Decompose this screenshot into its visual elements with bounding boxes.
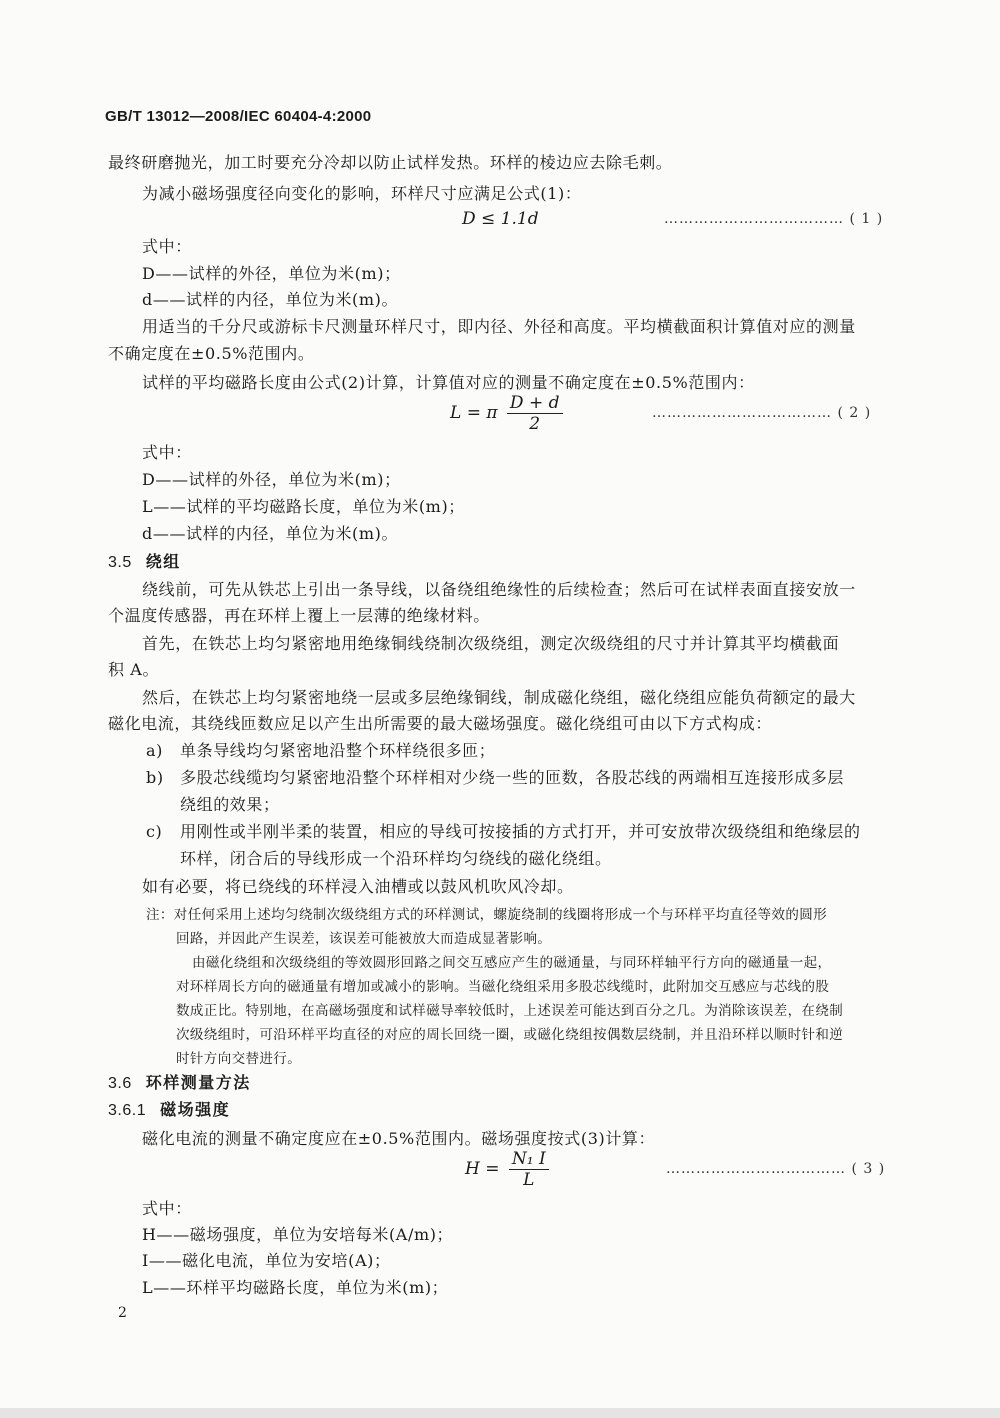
note-line: 数成正比。特别地，在高磁场强度和试样磁导率较低时，上述误差可能达到百分之几。为消除该误差，在绕制	[176, 1003, 844, 1019]
section-number: 3.6.1	[108, 1102, 147, 1119]
formula-number-3: ……………………………… ( 3 )	[666, 1161, 886, 1177]
note-line: 注：对任何采用上述均匀绕制次级绕组方式的环样测试，螺旋绕制的线圈将形成一个与环样平均直径等效的圆形	[146, 907, 828, 923]
section-title: 环样测量方法	[145, 1075, 251, 1092]
note-line: 由磁化绕组和次级绕组的等效圆形回路之间交互感应产生的磁通量，与同环样轴平行方向的磁通量一起，	[192, 955, 832, 971]
definition-item: D——试样的外径，单位为米(m)；	[142, 264, 401, 283]
note-line: 回路，并因此产生误差，该误差可能被放大而造成显著影响。	[176, 931, 552, 947]
paragraph: 最终研磨抛光，加工时要充分冷却以防止试样发热。环样的棱边应去除毛刺。	[108, 153, 673, 172]
paragraph: 磁化电流，其绕线匝数应足以产生出所需要的最大磁场强度。磁化绕组可由以下方式构成：	[108, 714, 773, 733]
page-bottom-edge	[0, 1408, 1000, 1418]
paragraph: 首先，在铁芯上均匀紧密地用绝缘铜线绕制次级绕组，测定次级绕组的尺寸并计算其平均横截面	[142, 634, 840, 653]
paragraph: 积 A。	[108, 660, 160, 679]
formula-2-denominator: 2	[529, 414, 541, 434]
section-heading-3-5	[108, 553, 181, 573]
list-item-b-cont: 绕组的效果；	[180, 795, 280, 814]
formula-number-1: ……………………………… ( 1 )	[664, 211, 884, 227]
formula-2-left: L = π	[450, 403, 498, 423]
section-number: 3.6	[108, 1075, 132, 1092]
paragraph: 个温度传感器，再在环样上覆上一层薄的绝缘材料。	[108, 606, 490, 625]
definition-item: L——环样平均磁路长度，单位为米(m)；	[142, 1278, 449, 1297]
paragraph: 然后，在铁芯上均匀紧密地绕一层或多层绝缘铜线，制成磁化绕组，磁化绕组应能负荷额定的最大	[142, 688, 856, 707]
list-item-c-cont: 环样，闭合后的导线形成一个沿环样均匀绕线的磁化绕组。	[180, 849, 612, 868]
shizhong-label: 式中：	[142, 443, 192, 462]
list-item-a: 单条导线均匀紧密地沿整个环样绕很多匝；	[180, 741, 496, 760]
page-number: 2	[118, 1305, 127, 1321]
note-line: 次级绕组时，可沿环样平均直径的对应的周长回绕一圈，或磁化绕组按偶数层绕制，并且沿环样以顺时针和逆	[176, 1027, 844, 1043]
list-marker-c: c)	[146, 822, 163, 841]
paragraph: 不确定度在±0.5%范围内。	[108, 344, 315, 363]
formula-3	[465, 1150, 549, 1189]
formula-3-left: H =	[465, 1159, 500, 1179]
definition-item: d——试样的内径，单位为米(m)。	[142, 290, 399, 309]
note-line: 对环样周长方向的磁通量有增加或减小的影响。当磁化绕组采用多股芯线缆时，此附加交互感应与芯线的股	[176, 979, 830, 995]
shizhong-label: 式中：	[142, 237, 192, 256]
paragraph: 绕线前，可先从铁芯上引出一条导线，以备绕组绝缘性的后续检查；然后可在试样表面直接安放一	[142, 580, 856, 599]
definition-item: L——试样的平均磁路长度，单位为米(m)；	[142, 497, 465, 516]
paragraph: 为减小磁场强度径向变化的影响，环样尺寸应满足公式(1)：	[142, 184, 582, 203]
list-marker-a: a)	[146, 741, 163, 760]
list-item-b: 多股芯线缆均匀紧密地沿整个环样相对少绕一些的匝数，各股芯线的两端相互连接形成多层	[180, 768, 845, 787]
standard-header: GB/T 13012—2008/IEC 60404-4:2000	[105, 108, 372, 125]
note-line: 时针方向交替进行。	[176, 1051, 302, 1067]
shizhong-label: 式中：	[142, 1199, 192, 1218]
section-heading-3-6-1	[108, 1101, 230, 1121]
definition-item: H——磁场强度，单位为安培每米(A/m)；	[142, 1225, 454, 1244]
paragraph: 磁化电流的测量不确定度应在±0.5%范围内。磁场强度按式(3)计算：	[142, 1129, 656, 1148]
formula-2	[450, 394, 563, 433]
section-number: 3.5	[108, 554, 132, 571]
paragraph: 用适当的千分尺或游标卡尺测量环样尺寸，即内径、外径和高度。平均横截面积计算值对应的测量	[142, 317, 856, 336]
definition-item: D——试样的外径，单位为米(m)；	[142, 470, 401, 489]
list-marker-b: b)	[146, 768, 164, 787]
section-heading-3-6	[108, 1074, 251, 1094]
formula-number-2: ……………………………… ( 2 )	[652, 405, 872, 421]
list-item-c: 用刚性或半刚半柔的装置，相应的导线可按接插的方式打开，并可安放带次级绕组和绝缘层的	[180, 822, 861, 841]
definition-item: I——磁化电流，单位为安培(A)；	[142, 1251, 391, 1270]
formula-3-numerator: N₁ I	[509, 1150, 549, 1170]
definition-item: d——试样的内径，单位为米(m)。	[142, 524, 399, 543]
formula-3-denominator: L	[523, 1170, 535, 1190]
paragraph: 如有必要，将已绕线的环样浸入油槽或以鼓风机吹风冷却。	[142, 877, 574, 896]
formula-2-fraction	[507, 394, 563, 433]
formula-2-numerator: D + d	[507, 394, 563, 414]
formula-3-fraction	[509, 1150, 549, 1189]
section-title: 绕组	[145, 554, 181, 571]
section-title: 磁场强度	[160, 1102, 231, 1119]
formula-1: D ≤ 1.1d	[462, 209, 539, 229]
paragraph: 试样的平均磁路长度由公式(2)计算，计算值对应的测量不确定度在±0.5%范围内：	[142, 373, 755, 392]
